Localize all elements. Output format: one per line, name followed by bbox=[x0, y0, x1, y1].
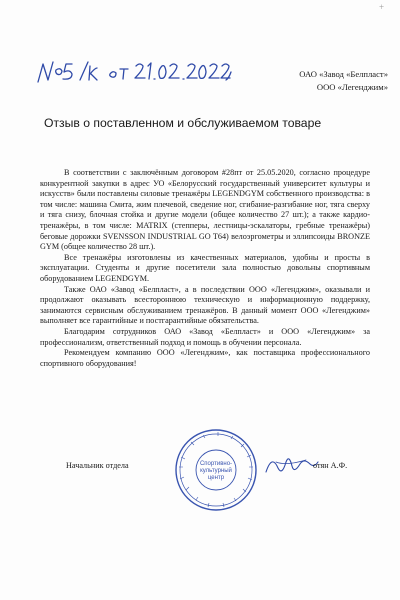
paragraph-contract: В соответствии с заключённым договором #28пт от 25.05.2020, согласно процедуре конкурентной закупки в адрес УО «Белорусский государственный университет культуры и искусств» были поставлены силовые тренажёры LEGENDGYM собственного производства: в том числе: машина Смита, жим плечевой, сведение ног, сгибание-разгибание ног, тяга сверху и тяга снизу, блочная стойка и другие модели (общее количество 27 шт.); а также кардио-тренажёры, в том числе: MATRIX (степперы, лестницы-эскалаторы, гребные тренажёры) беговые дорожки SVENSSON INDUSTRIAL GO T64) велоэргометры и эллипсоиды BRONZE GYM (общее количество 28 шт.). bbox=[40, 168, 370, 252]
addressee-line-2: ООО «Легенджим» bbox=[316, 82, 388, 92]
paragraph-recommendation: Рекомендуем компанию ООО «Легенджим», как поставщика профессионального спортивного оборудования! bbox=[40, 348, 370, 368]
handwritten-reference-number bbox=[34, 56, 234, 90]
paragraph-thanks: Благодарим сотрудников ОАО «Завод «Белпласт» и ООО «Легенджим» за профессионализм, ответственный подход и помощь в обучении персонала. bbox=[40, 326, 370, 347]
paragraph-quality: Все тренажёры изготовлены из качественных материалов, удобны и просты в эксплуатации. Студенты и другие посетители зала полностью довольны спортивным оборудованием LEGENDGYM. bbox=[40, 252, 370, 283]
document-title: Отзыв о поставленном и обслуживаемом товаре bbox=[44, 116, 322, 130]
letter-body bbox=[40, 168, 370, 369]
stamp-line-2: культурный bbox=[200, 468, 232, 474]
corner-mark: + bbox=[379, 2, 385, 12]
signoff-position: Начальник отдела bbox=[66, 461, 129, 470]
stamp-line-3: центр bbox=[207, 475, 225, 481]
official-stamp bbox=[173, 427, 259, 513]
signer-name: отян А.Ф. bbox=[313, 461, 348, 470]
paragraph-support: Также ОАО «Завод «Белпласт», а в последствии ООО «Легенджим», оказывали и продолжают оказывать всестороннюю техническую и информационную поддержку, занимаются сервисным обслуживанием тренажёров. В данный момент ООО «Легенджим» выполняет все гарантийные и постгарантийные обязательства. bbox=[40, 284, 370, 326]
addressee-block bbox=[270, 68, 388, 94]
addressee-line-1: ОАО «Завод «Белпласт» bbox=[299, 69, 388, 79]
stamp-line-1: Спортивно- bbox=[199, 461, 233, 467]
